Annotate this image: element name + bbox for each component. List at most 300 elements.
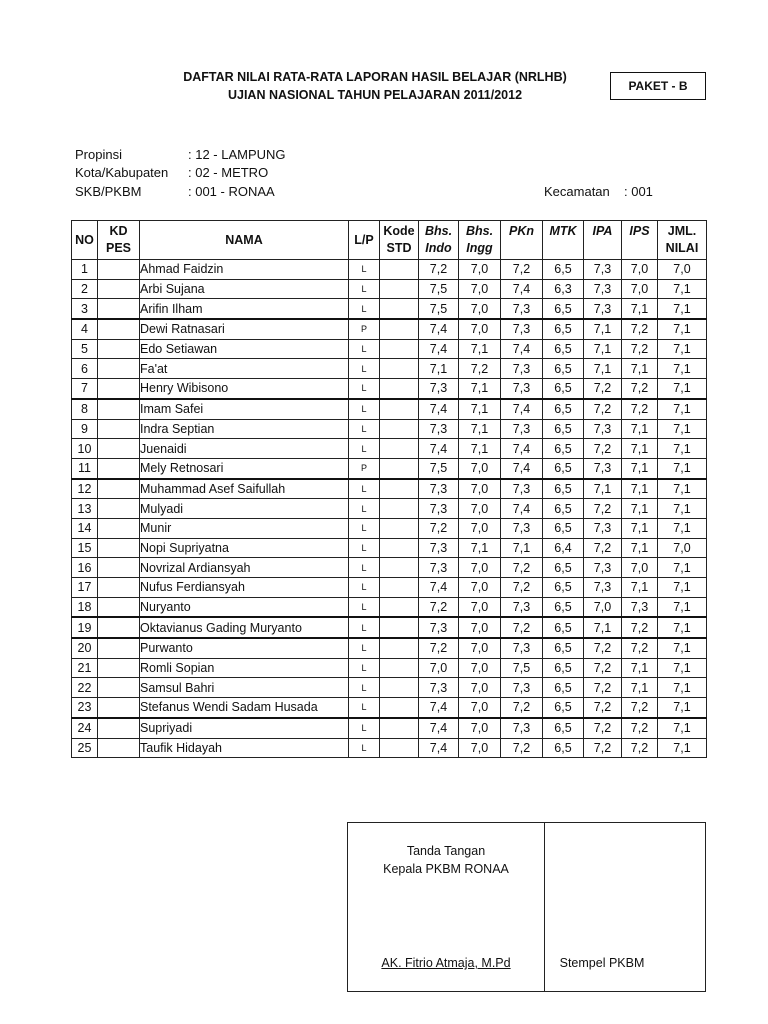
row-bhs-indo: 7,0 (419, 658, 459, 678)
row-mtk: 6,5 (543, 260, 584, 280)
kecamatan-value: : 001 (624, 184, 653, 199)
row-kd-pes (98, 718, 140, 738)
row-no: 9 (72, 419, 98, 439)
info-kota (0, 165, 768, 185)
row-kd-pes (98, 658, 140, 678)
row-bhs-ingg: 7,0 (459, 638, 501, 658)
row-nama: Muhammad Asef Saifullah (140, 479, 349, 499)
row-kd-pes (98, 439, 140, 459)
row-nama: Nopi Supriyatna (140, 538, 349, 558)
row-bhs-ingg: 7,0 (459, 597, 501, 617)
row-jml: 7,1 (658, 617, 707, 638)
row-jml: 7,1 (658, 319, 707, 339)
row-no: 13 (72, 499, 98, 519)
row-kode-std (380, 260, 419, 280)
row-bhs-indo: 7,4 (419, 698, 459, 718)
row-bhs-ingg: 7,0 (459, 299, 501, 319)
row-ips: 7,1 (622, 458, 658, 478)
document-subtitle: UJIAN NASIONAL TAHUN PELAJARAN 2011/2012 (227, 88, 523, 102)
grades-table (71, 220, 707, 758)
row-bhs-ingg: 7,0 (459, 738, 501, 758)
table-row (72, 339, 707, 359)
row-pkn: 7,5 (501, 658, 543, 678)
row-lp: L (349, 658, 380, 678)
row-bhs-ingg: 7,1 (459, 379, 501, 399)
row-kode-std (380, 499, 419, 519)
row-mtk: 6,5 (543, 479, 584, 499)
row-kode-std (380, 578, 419, 598)
row-jml: 7,0 (658, 538, 707, 558)
row-kode-std (380, 479, 419, 499)
table-row (72, 439, 707, 459)
table-row (72, 738, 707, 758)
row-jml: 7,0 (658, 260, 707, 280)
row-bhs-ingg: 7,0 (459, 319, 501, 339)
row-kd-pes (98, 359, 140, 379)
row-bhs-ingg: 7,0 (459, 518, 501, 538)
row-no: 5 (72, 339, 98, 359)
row-no: 8 (72, 399, 98, 419)
row-mtk: 6,5 (543, 379, 584, 399)
info-propinsi (0, 147, 768, 167)
row-pkn: 7,4 (501, 279, 543, 299)
row-lp: L (349, 558, 380, 578)
header-kode-std: Kode STD (380, 221, 419, 260)
row-mtk: 6,5 (543, 439, 584, 459)
row-nama: Mely Retnosari (140, 458, 349, 478)
row-pkn: 7,3 (501, 299, 543, 319)
table-row (72, 538, 707, 558)
row-ips: 7,1 (622, 518, 658, 538)
row-nama: Mulyadi (140, 499, 349, 519)
row-ips: 7,2 (622, 319, 658, 339)
row-kode-std (380, 439, 419, 459)
row-bhs-indo: 7,3 (419, 379, 459, 399)
skb-value: : 001 - RONAA (188, 184, 275, 199)
row-nama: Nufus Ferdiansyah (140, 578, 349, 598)
row-ips: 7,1 (622, 359, 658, 379)
row-kode-std (380, 658, 419, 678)
row-bhs-indo: 7,5 (419, 299, 459, 319)
row-no: 11 (72, 458, 98, 478)
row-jml: 7,1 (658, 578, 707, 598)
row-lp: L (349, 439, 380, 459)
row-pkn: 7,3 (501, 518, 543, 538)
row-mtk: 6,5 (543, 339, 584, 359)
row-no: 24 (72, 718, 98, 738)
row-kd-pes (98, 518, 140, 538)
row-ipa: 7,3 (584, 299, 622, 319)
row-jml: 7,1 (658, 499, 707, 519)
row-kd-pes (98, 419, 140, 439)
row-kode-std (380, 339, 419, 359)
row-ips: 7,1 (622, 299, 658, 319)
row-lp: L (349, 339, 380, 359)
row-ips: 7,3 (622, 597, 658, 617)
row-bhs-indo: 7,2 (419, 518, 459, 538)
row-mtk: 6,5 (543, 458, 584, 478)
table-row (72, 518, 707, 538)
row-bhs-indo: 7,4 (419, 319, 459, 339)
header-no: NO (72, 221, 98, 260)
table-row (72, 617, 707, 638)
row-bhs-ingg: 7,1 (459, 538, 501, 558)
row-ipa: 7,2 (584, 439, 622, 459)
row-ipa: 7,3 (584, 558, 622, 578)
row-nama: Nuryanto (140, 597, 349, 617)
row-ips: 7,1 (622, 439, 658, 459)
row-kode-std (380, 458, 419, 478)
row-jml: 7,1 (658, 479, 707, 499)
row-ips: 7,2 (622, 738, 658, 758)
row-mtk: 6,5 (543, 678, 584, 698)
row-pkn: 7,4 (501, 339, 543, 359)
row-bhs-indo: 7,4 (419, 399, 459, 419)
row-ips: 7,2 (622, 399, 658, 419)
row-pkn: 7,4 (501, 399, 543, 419)
row-kode-std (380, 558, 419, 578)
row-ipa: 7,3 (584, 260, 622, 280)
row-no: 18 (72, 597, 98, 617)
row-lp: L (349, 479, 380, 499)
row-no: 1 (72, 260, 98, 280)
table-row (72, 279, 707, 299)
row-lp: L (349, 698, 380, 718)
row-mtk: 6,5 (543, 738, 584, 758)
row-no: 17 (72, 578, 98, 598)
table-row (72, 597, 707, 617)
row-pkn: 7,4 (501, 458, 543, 478)
row-pkn: 7,3 (501, 479, 543, 499)
signature-box (347, 822, 706, 992)
row-kode-std (380, 538, 419, 558)
table-row (72, 678, 707, 698)
row-bhs-indo: 7,3 (419, 678, 459, 698)
row-lp: L (349, 597, 380, 617)
row-bhs-indo: 7,1 (419, 359, 459, 379)
row-ips: 7,2 (622, 698, 658, 718)
row-ips: 7,2 (622, 339, 658, 359)
row-kd-pes (98, 379, 140, 399)
row-bhs-indo: 7,4 (419, 738, 459, 758)
row-bhs-ingg: 7,1 (459, 399, 501, 419)
header-kd-pes: KD PES (98, 221, 140, 260)
row-lp: L (349, 578, 380, 598)
row-nama: Arifin Ilham (140, 299, 349, 319)
header-ipa: IPA (584, 221, 622, 260)
signature-position: Kepala PKBM RONAA (383, 862, 509, 876)
row-nama: Stefanus Wendi Sadam Husada (140, 698, 349, 718)
row-kd-pes (98, 738, 140, 758)
row-lp: L (349, 379, 380, 399)
row-ipa: 7,3 (584, 279, 622, 299)
table-row (72, 260, 707, 280)
row-no: 21 (72, 658, 98, 678)
stamp-label: Stempel PKBM (559, 956, 645, 970)
row-no: 16 (72, 558, 98, 578)
row-no: 3 (72, 299, 98, 319)
header-lp: L/P (349, 221, 380, 260)
row-ipa: 7,2 (584, 379, 622, 399)
table-row (72, 658, 707, 678)
row-bhs-ingg: 7,0 (459, 479, 501, 499)
row-bhs-indo: 7,2 (419, 597, 459, 617)
row-pkn: 7,2 (501, 617, 543, 638)
row-ipa: 7,2 (584, 738, 622, 758)
row-kd-pes (98, 698, 140, 718)
row-jml: 7,1 (658, 698, 707, 718)
row-bhs-indo: 7,3 (419, 538, 459, 558)
row-kode-std (380, 399, 419, 419)
row-nama: Samsul Bahri (140, 678, 349, 698)
table-row (72, 718, 707, 738)
row-bhs-indo: 7,3 (419, 617, 459, 638)
row-mtk: 6,5 (543, 578, 584, 598)
row-nama: Henry Wibisono (140, 379, 349, 399)
table-row (72, 379, 707, 399)
row-lp: L (349, 419, 380, 439)
signature-name: AK. Fitrio Atmaja, M.Pd (381, 956, 511, 970)
row-pkn: 7,3 (501, 597, 543, 617)
row-ips: 7,1 (622, 499, 658, 519)
table-row (72, 299, 707, 319)
row-no: 2 (72, 279, 98, 299)
table-header-row (72, 221, 707, 260)
row-bhs-indo: 7,4 (419, 718, 459, 738)
row-kd-pes (98, 538, 140, 558)
row-ipa: 7,2 (584, 538, 622, 558)
row-ipa: 7,2 (584, 638, 622, 658)
row-jml: 7,1 (658, 379, 707, 399)
row-nama: Oktavianus Gading Muryanto (140, 617, 349, 638)
row-ipa: 7,3 (584, 578, 622, 598)
row-kd-pes (98, 399, 140, 419)
info-skb (0, 184, 768, 204)
row-pkn: 7,2 (501, 260, 543, 280)
row-mtk: 6,5 (543, 658, 584, 678)
table-row (72, 359, 707, 379)
row-lp: P (349, 319, 380, 339)
row-pkn: 7,3 (501, 419, 543, 439)
row-pkn: 7,2 (501, 578, 543, 598)
row-ips: 7,1 (622, 479, 658, 499)
header-bhs-indo: Bhs. Indo (419, 221, 459, 260)
row-bhs-indo: 7,2 (419, 260, 459, 280)
row-kd-pes (98, 458, 140, 478)
row-jml: 7,1 (658, 359, 707, 379)
row-ipa: 7,2 (584, 658, 622, 678)
row-lp: P (349, 458, 380, 478)
row-bhs-indo: 7,5 (419, 279, 459, 299)
row-jml: 7,1 (658, 419, 707, 439)
row-bhs-ingg: 7,0 (459, 617, 501, 638)
row-mtk: 6,4 (543, 538, 584, 558)
row-pkn: 7,3 (501, 638, 543, 658)
table-row (72, 638, 707, 658)
row-lp: L (349, 299, 380, 319)
row-kode-std (380, 638, 419, 658)
row-pkn: 7,2 (501, 738, 543, 758)
row-nama: Romli Sopian (140, 658, 349, 678)
row-ipa: 7,2 (584, 678, 622, 698)
table-row (72, 458, 707, 478)
row-kd-pes (98, 578, 140, 598)
skb-label: SKB/PKBM (75, 184, 142, 199)
row-ipa: 7,2 (584, 718, 622, 738)
row-no: 19 (72, 617, 98, 638)
row-lp: L (349, 399, 380, 419)
row-bhs-indo: 7,4 (419, 339, 459, 359)
table-row (72, 479, 707, 499)
table-row (72, 558, 707, 578)
row-nama: Ahmad Faidzin (140, 260, 349, 280)
row-bhs-indo: 7,3 (419, 558, 459, 578)
row-kd-pes (98, 299, 140, 319)
row-ips: 7,1 (622, 658, 658, 678)
row-no: 7 (72, 379, 98, 399)
row-kd-pes (98, 319, 140, 339)
row-pkn: 7,4 (501, 499, 543, 519)
paket-box: PAKET - B (610, 72, 706, 100)
header-mtk: MTK (543, 221, 584, 260)
row-kd-pes (98, 339, 140, 359)
row-lp: L (349, 738, 380, 758)
kecamatan-label: Kecamatan (544, 184, 610, 199)
row-pkn: 7,3 (501, 359, 543, 379)
row-jml: 7,1 (658, 339, 707, 359)
row-nama: Fa'at (140, 359, 349, 379)
row-bhs-ingg: 7,0 (459, 718, 501, 738)
propinsi-label: Propinsi (75, 147, 122, 162)
row-mtk: 6,5 (543, 558, 584, 578)
row-mtk: 6,5 (543, 299, 584, 319)
row-no: 6 (72, 359, 98, 379)
row-kode-std (380, 379, 419, 399)
row-jml: 7,1 (658, 638, 707, 658)
row-jml: 7,1 (658, 658, 707, 678)
row-lp: L (349, 617, 380, 638)
kota-label: Kota/Kabupaten (75, 165, 169, 180)
row-bhs-indo: 7,3 (419, 479, 459, 499)
row-mtk: 6,5 (543, 399, 584, 419)
row-nama: Imam Safei (140, 399, 349, 419)
row-pkn: 7,1 (501, 538, 543, 558)
table-row (72, 319, 707, 339)
row-bhs-ingg: 7,0 (459, 260, 501, 280)
row-bhs-indo: 7,2 (419, 638, 459, 658)
row-bhs-ingg: 7,0 (459, 558, 501, 578)
row-lp: L (349, 718, 380, 738)
row-kode-std (380, 359, 419, 379)
row-kd-pes (98, 558, 140, 578)
row-bhs-ingg: 7,1 (459, 339, 501, 359)
row-ips: 7,1 (622, 578, 658, 598)
row-lp: L (349, 538, 380, 558)
table-row (72, 399, 707, 419)
row-ipa: 7,1 (584, 479, 622, 499)
row-ips: 7,0 (622, 279, 658, 299)
row-bhs-ingg: 7,0 (459, 678, 501, 698)
kota-value: : 02 - METRO (188, 165, 269, 180)
row-no: 4 (72, 319, 98, 339)
row-kd-pes (98, 678, 140, 698)
row-jml: 7,1 (658, 299, 707, 319)
row-mtk: 6,5 (543, 319, 584, 339)
row-ipa: 7,3 (584, 518, 622, 538)
row-no: 10 (72, 439, 98, 459)
row-kd-pes (98, 479, 140, 499)
row-lp: L (349, 518, 380, 538)
row-pkn: 7,2 (501, 558, 543, 578)
row-kd-pes (98, 279, 140, 299)
row-jml: 7,1 (658, 738, 707, 758)
row-kode-std (380, 718, 419, 738)
row-ipa: 7,2 (584, 698, 622, 718)
row-ipa: 7,3 (584, 419, 622, 439)
row-ipa: 7,1 (584, 339, 622, 359)
row-kode-std (380, 419, 419, 439)
row-jml: 7,1 (658, 458, 707, 478)
row-ips: 7,1 (622, 538, 658, 558)
row-no: 23 (72, 698, 98, 718)
row-bhs-ingg: 7,1 (459, 439, 501, 459)
row-nama: Arbi Sujana (140, 279, 349, 299)
row-ipa: 7,1 (584, 359, 622, 379)
row-nama: Munir (140, 518, 349, 538)
row-nama: Novrizal Ardiansyah (140, 558, 349, 578)
row-bhs-indo: 7,3 (419, 419, 459, 439)
row-mtk: 6,5 (543, 359, 584, 379)
row-bhs-ingg: 7,0 (459, 458, 501, 478)
row-kd-pes (98, 499, 140, 519)
row-nama: Dewi Ratnasari (140, 319, 349, 339)
header-ips: IPS (622, 221, 658, 260)
row-bhs-ingg: 7,1 (459, 419, 501, 439)
header-pkn: PKn (501, 221, 543, 260)
row-kode-std (380, 617, 419, 638)
row-ips: 7,2 (622, 617, 658, 638)
row-jml: 7,1 (658, 597, 707, 617)
row-kd-pes (98, 260, 140, 280)
row-mtk: 6,5 (543, 419, 584, 439)
row-no: 12 (72, 479, 98, 499)
row-ips: 7,1 (622, 419, 658, 439)
row-mtk: 6,5 (543, 698, 584, 718)
row-kode-std (380, 597, 419, 617)
row-ipa: 7,2 (584, 499, 622, 519)
row-lp: L (349, 499, 380, 519)
row-bhs-ingg: 7,0 (459, 658, 501, 678)
row-kd-pes (98, 617, 140, 638)
row-ipa: 7,2 (584, 399, 622, 419)
row-nama: Indra Septian (140, 419, 349, 439)
row-mtk: 6,5 (543, 499, 584, 519)
row-pkn: 7,2 (501, 698, 543, 718)
row-kode-std (380, 279, 419, 299)
row-ipa: 7,1 (584, 617, 622, 638)
row-kode-std (380, 678, 419, 698)
propinsi-value: : 12 - LAMPUNG (188, 147, 286, 162)
row-kode-std (380, 299, 419, 319)
row-bhs-ingg: 7,0 (459, 279, 501, 299)
row-mtk: 6,3 (543, 279, 584, 299)
row-lp: L (349, 359, 380, 379)
table-row (72, 578, 707, 598)
row-jml: 7,1 (658, 518, 707, 538)
row-nama: Supriyadi (140, 718, 349, 738)
row-bhs-ingg: 7,2 (459, 359, 501, 379)
row-pkn: 7,4 (501, 439, 543, 459)
